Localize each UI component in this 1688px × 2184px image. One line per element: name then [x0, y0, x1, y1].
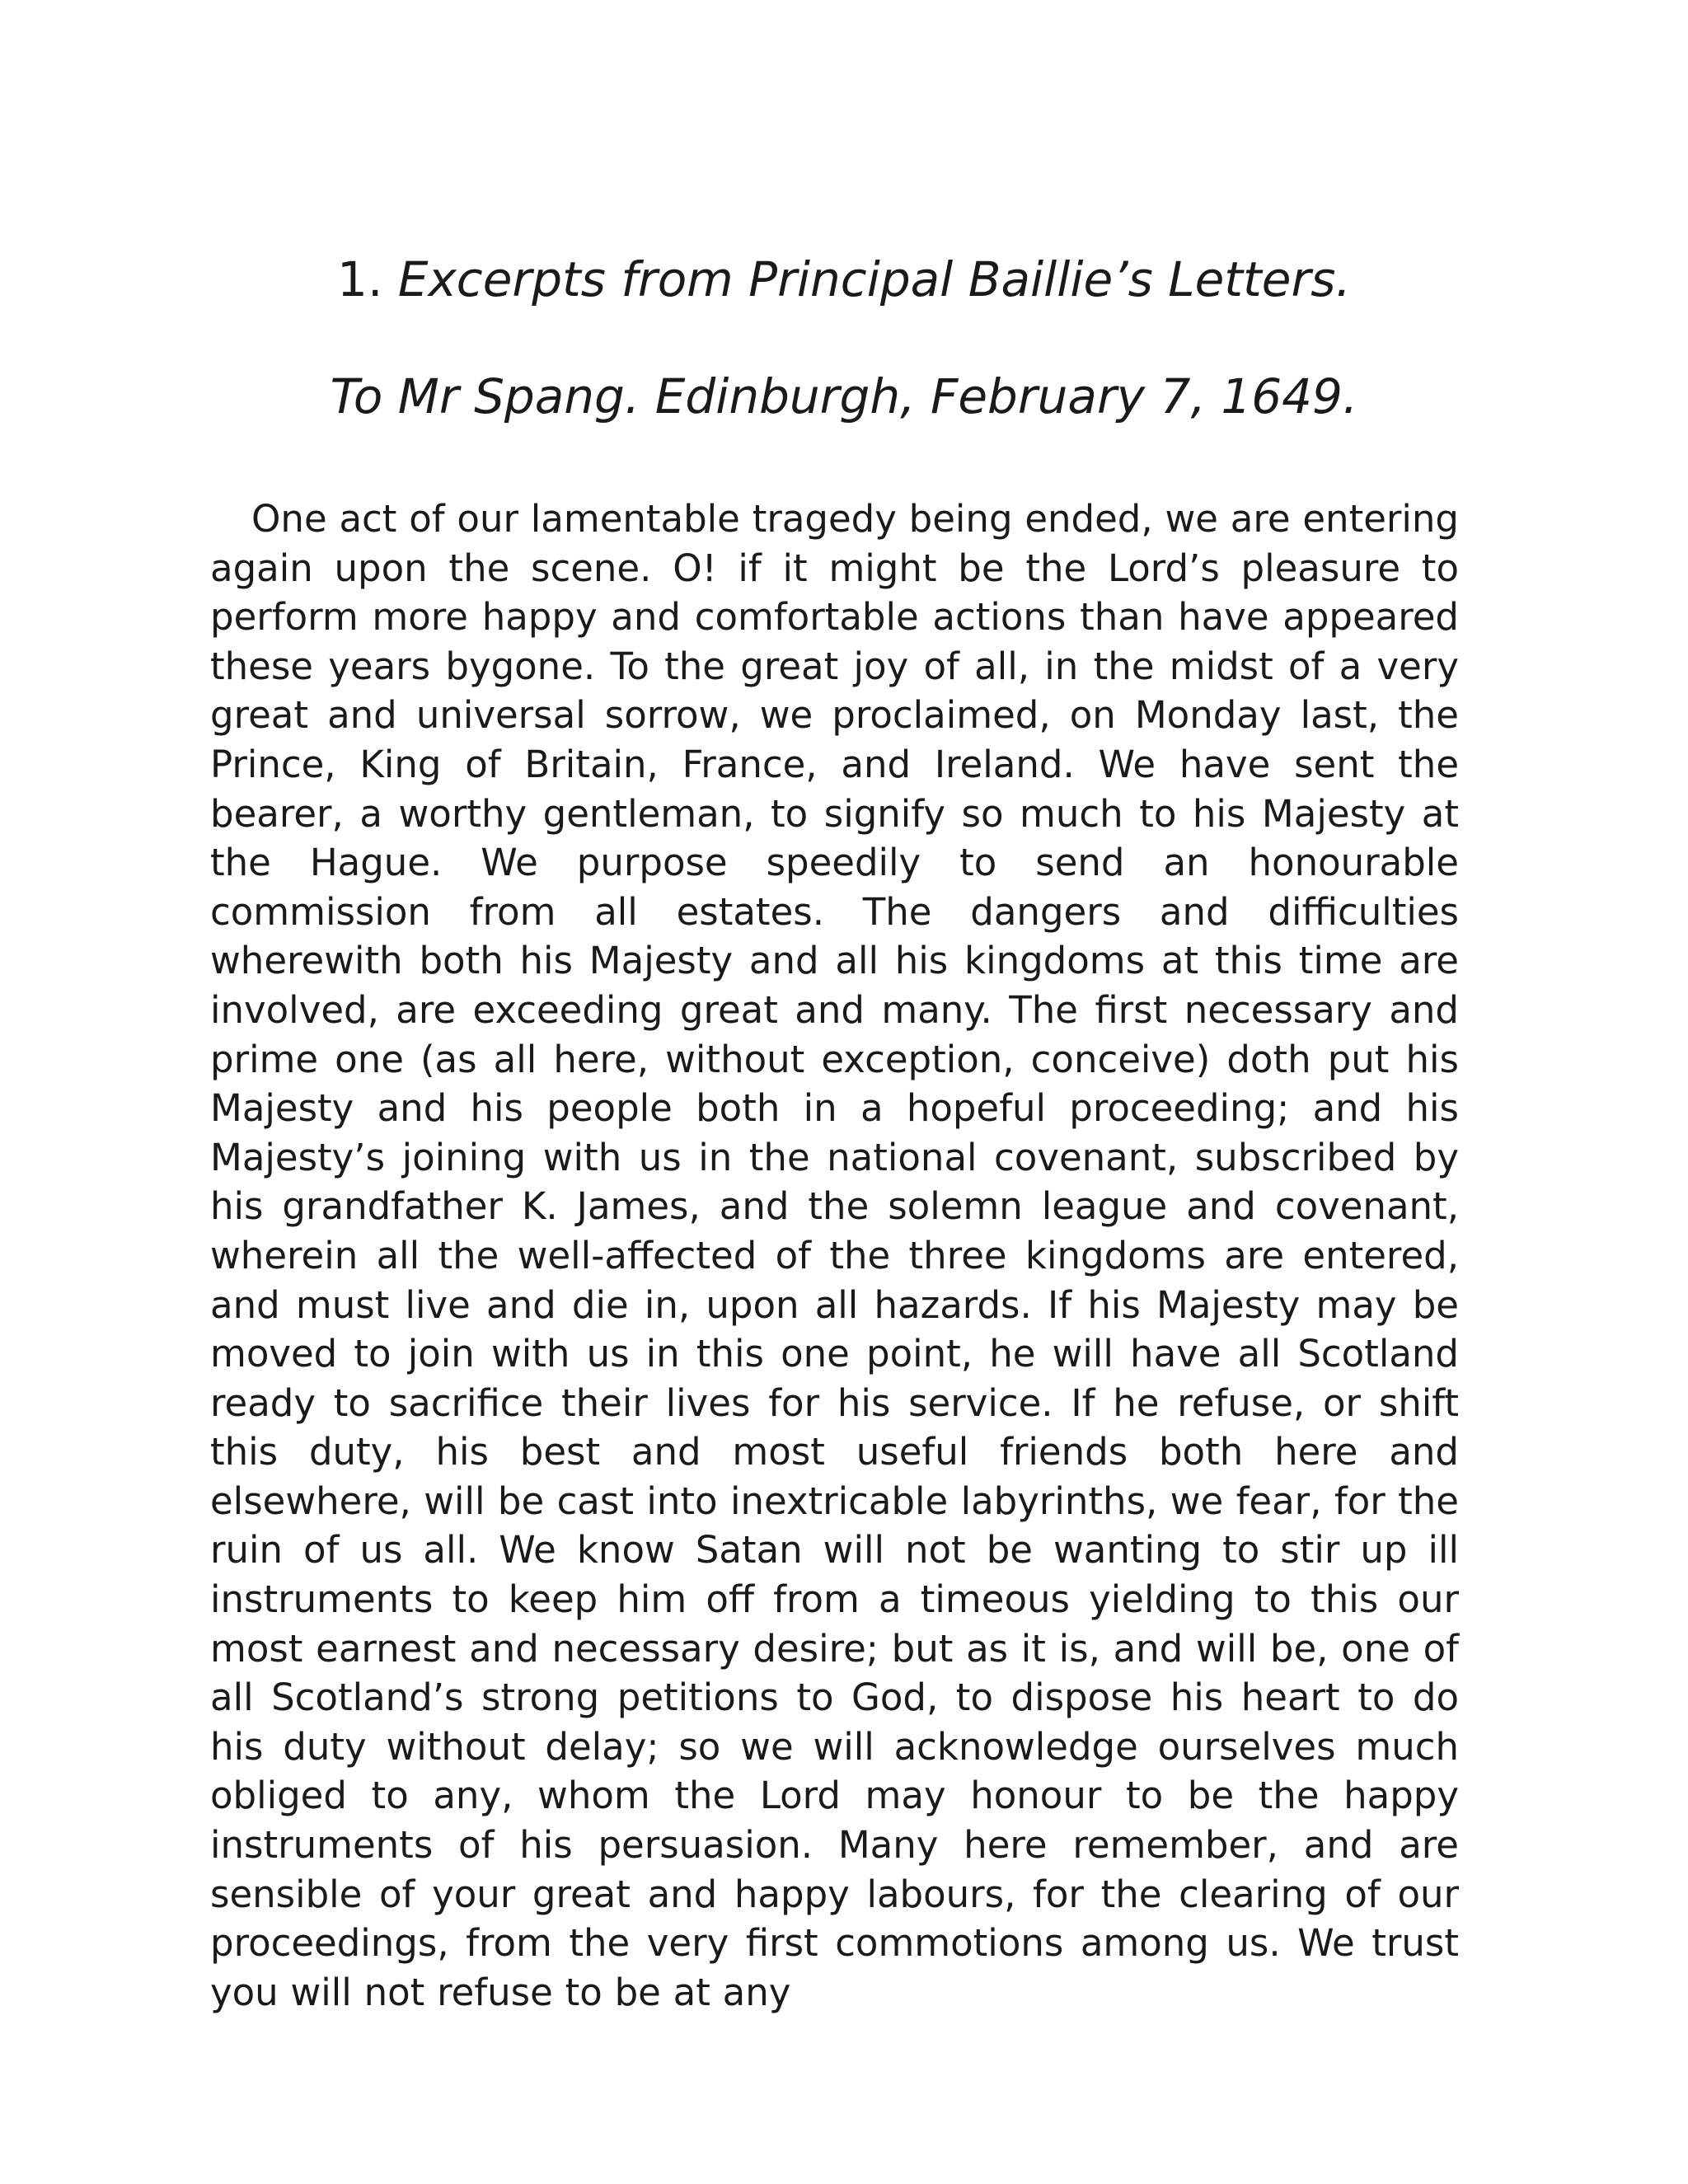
letter-body-paragraph: One act of our lamentable tragedy being ended, we are entering again upon the scene. O! if it might be the Lord’s pleasure to perform more happy and comfortable actions than have appeared these years bygone. To the great joy of all, in the midst of a very great and universal sorrow, we proclaimed, on Monday last, the Prince, King of Britain, France, and Ireland. We have sent the bearer, a worthy gentleman, to signify so much to his Majesty at the Hague. We purpose speedily to send an honourable commission from all estates. The dangers and difficulties wherewith both his Majesty and all his kingdoms at this time are involved, are exceeding great and many. The first necessary and prime one (as all here, without exception, conceive) doth put his Majesty and his people both in a hopeful proceeding; and his Majesty’s joining with us in the national covenant, subscribed by his grandfather K. James, and the solemn league and covenant, wherein all the well-affected of the three kingdoms are entered, and must live and die in, upon all hazards. If his Majesty may be moved to join with us in this one point, he will have all Scotland ready to sacrifice their lives for his service. If he refuse, or shift this duty, his best and most useful friends both here and elsewhere, will be cast into inextricable labyrinths, we fear, for the ruin of us all. We know Satan will not be wanting to stir up ill instruments to keep him off from a timeous yielding to this our most earnest and necessary desire; but as it is, and will be, one of all Scotland’s strong petitions to God, to dispose his heart to do his duty without delay; so we will acknowledge ourselves much obliged to any, whom the Lord may honour to be the happy instruments of his persuasion. Many here remember, and are sensible of your great and happy labours, for the clearing of our proceedings, from the very first commotions among us. We trust you will not refuse to be at any	[210, 497, 1459, 2014]
section-number: 1.	[337, 251, 383, 307]
section-title: Excerpts from Principal Baillie’s Letters.	[397, 251, 1351, 307]
document-title	[210, 251, 1478, 309]
letter-heading: To Mr Spang. Edinburgh, February 7, 1649.	[330, 368, 1358, 424]
